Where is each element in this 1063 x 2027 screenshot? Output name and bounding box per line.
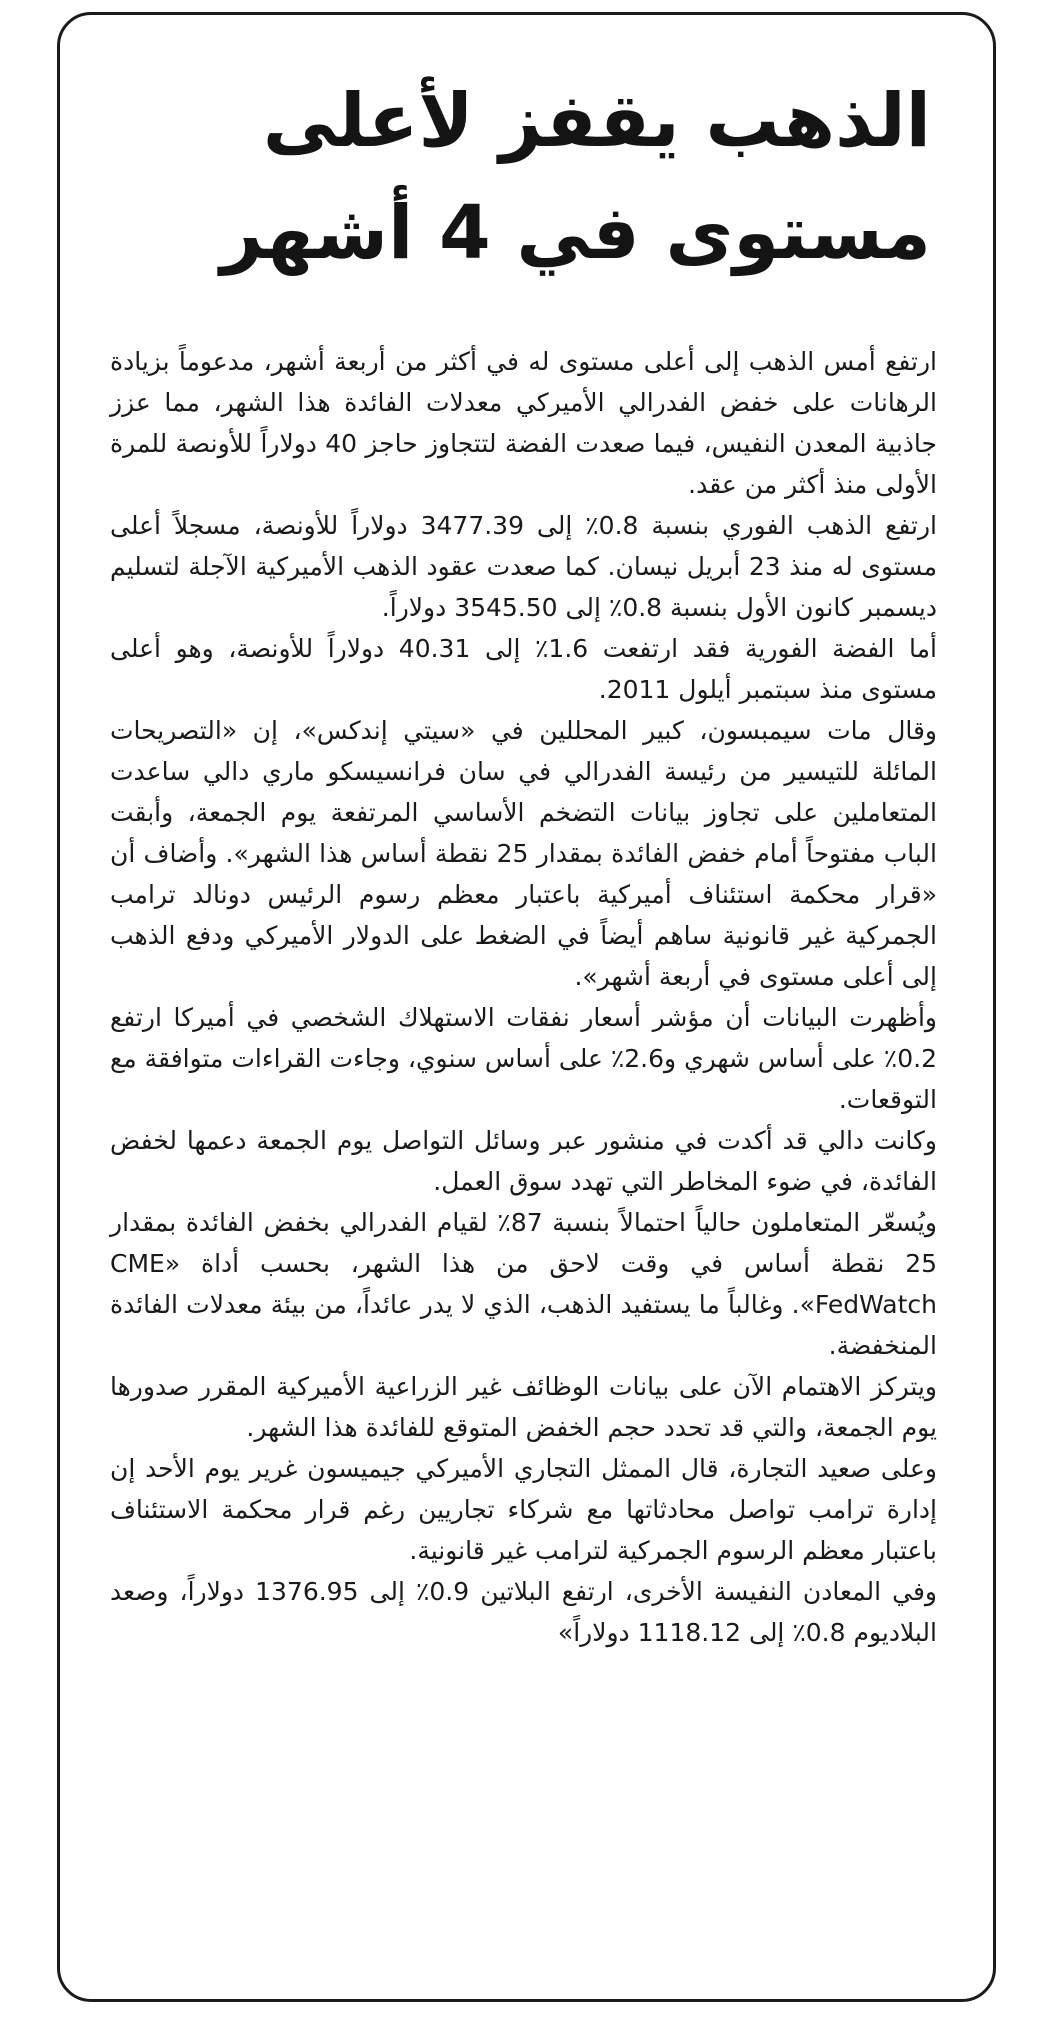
headline-line-2: مستوى في 4 أشهر xyxy=(220,190,931,276)
paragraph: ويُسعّر المتعاملون حالياً احتمالاً بنسبة 87٪ لقيام الفدرالي بخفض الفائدة بمقدار 25 نقطة أساس في وقت لاحق من هذا الشهر، بحسب أداة «CME FedWatch». وغالباً ما يستفيد الذهب، الذي لا يدر عائداً، من بيئة معدلات الفائدة المنخفضة. xyxy=(110,1208,937,1360)
paragraph: ارتفع الذهب الفوري بنسبة 0.8٪ إلى 3477.39 دولاراً للأونصة، مسجلاً أعلى مستوى له منذ 23 أبريل نيسان. كما صعدت عقود الذهب الأميركية الآجلة لتسليم ديسمبر كانون الأول بنسبة 0.8٪ إلى 3545.50 دولاراً. xyxy=(110,511,938,622)
paragraph: وعلى صعيد التجارة، قال الممثل التجاري الأميركي جيميسون غرير يوم الأحد إن إدارة ترامب تواصل محادثاتها مع شركاء تجاريين رغم قرار محكمة الاستئناف باعتبار معظم الرسوم الجمركية لترامب غير قانونية. xyxy=(110,1454,937,1565)
paragraph: وأظهرت البيانات أن مؤشر أسعار نفقات الاستهلاك الشخصي في أميركا ارتفع 0.2٪ على أساس شهري و2.6٪ على أساس سنوي، وجاءت القراءات متوافقة مع التوقعات. xyxy=(110,1003,937,1114)
paragraph: وقال مات سيمبسون، كبير المحللين في «سيتي إندكس»، إن «التصريحات المائلة للتيسير من رئيسة الفدرالي في سان فرانسيسكو ماري دالي ساعدت المتعاملين على تجاوز بيانات التضخم الأساسي المرتفعة يوم الجمعة، وأبقت الباب مفتوحاً أمام خفض الفائدة بمقدار 25 نقطة أساس هذا الشهر». وأضاف أن «قرار محكمة استئناف أميركية باعتبار معظم رسوم الرئيس دونالد ترامب الجمركية غير قانونية ساهم أيضاً في الضغط على الدولار الأميركي ودفع الذهب إلى أعلى مستوى في أربعة أشهر». xyxy=(110,716,937,991)
paragraph: وكانت دالي قد أكدت في منشور عبر وسائل التواصل يوم الجمعة دعمها لخفض الفائدة، في ضوء المخاطر التي تهدد سوق العمل. xyxy=(110,1126,937,1196)
paragraph: ويتركز الاهتمام الآن على بيانات الوظائف غير الزراعية الأميركية المقرر صدورها يوم الجمعة، والتي قد تحدد حجم الخفض المتوقع للفائدة هذا الشهر. xyxy=(110,1372,937,1442)
paragraph: أما الفضة الفورية فقد ارتفعت 1.6٪ إلى 40.31 دولاراً للأونصة، وهو أعلى مستوى منذ سبتمبر أيلول 2011. xyxy=(110,634,937,704)
headline-line-1: الذهب يقفز لأعلى xyxy=(262,78,931,164)
article-frame xyxy=(57,12,996,2002)
paragraph: ارتفع أمس الذهب إلى أعلى مستوى له في أكثر من أربعة أشهر، مدعوماً بزيادة الرهانات على خفض الفدرالي الأميركي معدلات الفائدة هذا الشهر، مما عزز جاذبية المعدن النفيس، فيما صعدت الفضة لتتجاوز حاجز 40 دولاراً للأونصة للمرة الأولى منذ أكثر من عقد. xyxy=(110,347,937,499)
paragraph: وفي المعادن النفيسة الأخرى، ارتفع البلاتين 0.9٪ إلى 1376.95 دولاراً، وصعد البلاديوم 0.8٪ إلى 1118.12 دولاراً» xyxy=(110,1577,937,1647)
article-body xyxy=(110,341,937,1653)
headline xyxy=(110,65,937,289)
